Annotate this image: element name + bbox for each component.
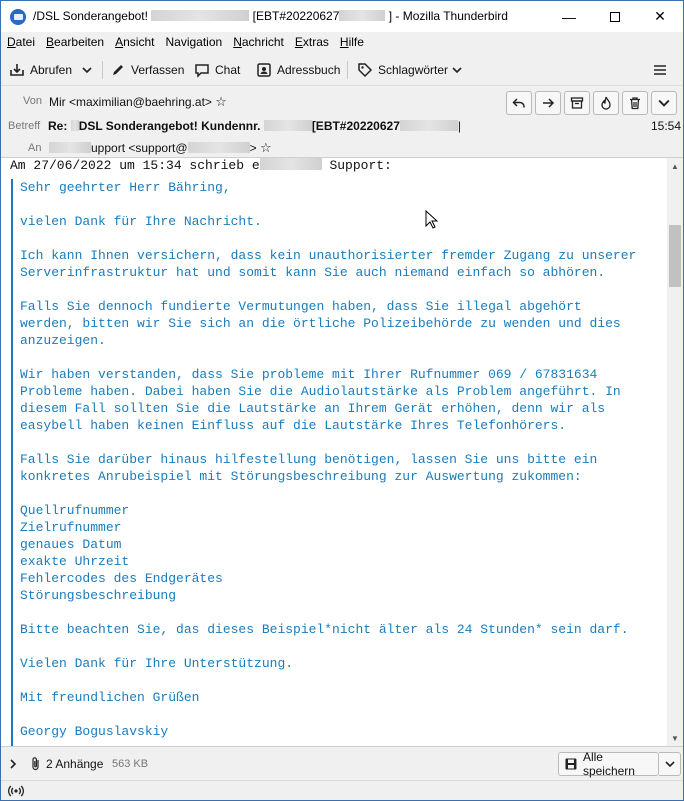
online-status-icon[interactable]: [8, 784, 24, 798]
quoted-line: [20, 196, 661, 213]
menu-bar: [1, 32, 683, 52]
from-address: Mir <maximilian@baehring.at>: [49, 95, 212, 109]
address-book-button[interactable]: [256, 58, 340, 82]
quoted-line: Serverinfrastruktur hat und somit kann Sie auch niemand einfach so abhören.: [20, 265, 606, 280]
quoted-line: [20, 706, 661, 723]
redacted-block: [71, 120, 79, 131]
attachment-bar: [1, 746, 683, 780]
quoted-line: Georgy Boguslavskiy: [20, 724, 169, 739]
chat-label: Chat: [215, 63, 241, 77]
maximize-button[interactable]: [592, 1, 638, 32]
write-button[interactable]: [110, 58, 184, 82]
redacted-block: [151, 10, 249, 21]
quoted-line: Fehlercodes des Endgerätes: [20, 571, 223, 586]
attachment-size: 563 KB: [112, 758, 149, 770]
quoted-line: Probleme haben. Dabei haben Sie die Audiolautstärke als Problem angeführt. In: [20, 384, 621, 399]
status-bar: [1, 780, 683, 800]
quoted-line: Falls Sie darüber hinaus hilfestellung benötigen, lassen Sie uns bitte ein: [20, 452, 598, 467]
quoted-message: [11, 179, 661, 746]
quoted-line: konkretes Anrubeispiel mit Störungsbeschreibung zur Auswertung zukommen:: [20, 469, 582, 484]
star-icon[interactable]: ☆: [259, 140, 272, 155]
quoted-line: [20, 604, 661, 621]
junk-button[interactable]: [593, 91, 619, 115]
subject-prefix: Re:: [48, 119, 68, 133]
quoted-line: easybell haben keinen Einfluss auf die Lautstärke Ihres Telefonhörers.: [20, 418, 567, 433]
quoted-line: Vielen Dank für Ihre Unterstützung.: [20, 656, 294, 671]
archive-icon: [570, 96, 584, 110]
thunderbird-icon: [10, 9, 26, 25]
from-value[interactable]: [49, 94, 227, 110]
save-icon: [564, 757, 578, 771]
close-icon: ✕: [654, 8, 666, 24]
quoted-line: Wir haben verstanden, dass Sie probleme mit Ihrer Rufnummer 069 / 67831634: [20, 367, 598, 382]
subject-label: Betreff: [8, 120, 41, 132]
quoted-line: Quellrufnummer: [20, 503, 130, 518]
menu-hilfe[interactable]: Hilfe: [339, 35, 364, 49]
menu-bearbeiten[interactable]: Bearbeiten: [46, 35, 105, 49]
scrollbar-thumb[interactable]: [669, 225, 681, 287]
reply-button[interactable]: [506, 91, 532, 115]
chevron-down-icon: [665, 759, 675, 769]
window-title: [33, 9, 508, 23]
menu-extras[interactable]: Extras: [294, 35, 329, 49]
redacted-block: [264, 120, 312, 131]
hamburger-icon: [653, 63, 667, 77]
close-button[interactable]: [637, 1, 683, 32]
forward-icon: [541, 96, 555, 110]
quoted-line: [20, 434, 661, 451]
to-label: An: [28, 142, 42, 154]
message-header: [1, 87, 683, 158]
get-mail-label: Abrufen: [30, 63, 73, 77]
menu-datei[interactable]: Datei: [7, 35, 36, 49]
save-all-label: Alle speichern: [582, 750, 635, 778]
quoted-line: Bitte beachten Sie, das dieses Beispiel*nicht älter als 24 Stunden* sein darf.: [20, 622, 629, 637]
quoted-line: vielen Dank für Ihre Nachricht.: [20, 214, 262, 229]
from-label: Von: [23, 95, 42, 107]
title-suffix: ] - Mozilla Thunderbird: [388, 9, 508, 23]
to-value[interactable]: [49, 140, 272, 156]
address-book-label: Adressbuch: [277, 63, 341, 77]
quoted-line: anzuzeigen.: [20, 333, 106, 348]
archive-button[interactable]: [564, 91, 590, 115]
app-menu-button[interactable]: [653, 58, 672, 82]
quoted-line: [20, 485, 661, 502]
minimize-button[interactable]: [546, 1, 592, 32]
main-toolbar: [1, 54, 683, 86]
pencil-icon: [110, 62, 126, 78]
get-mail-dropdown[interactable]: [81, 58, 97, 82]
expand-attachments-icon[interactable]: [9, 759, 17, 769]
quoted-line: werden, bitten wir Sie sich an die örtliche Polizeibehörde zu wenden und dies: [20, 316, 621, 331]
chevron-down-icon: [452, 65, 462, 75]
scroll-up-icon[interactable]: ▲: [671, 161, 679, 171]
quoted-line: [20, 638, 661, 655]
quoted-line: [20, 230, 661, 247]
vertical-scrollbar[interactable]: [667, 158, 683, 746]
address-book-icon: [256, 62, 272, 78]
redacted-block: [339, 10, 385, 21]
to-end: >: [249, 141, 257, 155]
chat-button[interactable]: [194, 58, 240, 82]
quoted-line: Ich kann Ihnen versichern, dass kein unauthorisierter fremder Zugang zu unserer: [20, 248, 637, 263]
message-body[interactable]: [1, 158, 667, 746]
tags-label: Schlagwörter: [378, 63, 449, 77]
attachment-count[interactable]: 2 Anhänge: [46, 757, 104, 771]
forward-button[interactable]: [535, 91, 561, 115]
get-mail-button[interactable]: [9, 58, 72, 82]
more-actions-button[interactable]: [651, 91, 677, 115]
write-label: Verfassen: [131, 63, 185, 77]
chat-icon: [194, 62, 210, 78]
quoted-line: Zielrufnummer: [20, 520, 122, 535]
to-address: upport <support@: [91, 141, 188, 155]
quoted-line: Mit freundlichen Grüßen: [20, 690, 200, 705]
quoted-line: [20, 672, 661, 689]
chevron-down-icon: [82, 65, 92, 75]
menu-nachricht[interactable]: Nachricht: [233, 35, 284, 49]
paperclip-icon: [30, 756, 42, 772]
minimize-icon: —: [562, 8, 576, 25]
tags-button[interactable]: [357, 58, 467, 82]
message-time: 15:54: [651, 119, 682, 133]
delete-button[interactable]: [622, 91, 648, 115]
menu-navigation[interactable]: Navigation: [165, 35, 223, 49]
reply-attribution: Am 27/06/2022 um 15:34 schrieb e Support:: [10, 158, 392, 173]
subject-value: Re: DSL Sonderangebot! Kundennr. [EBT#20220627 |: [48, 119, 461, 133]
menu-ansicht[interactable]: Ansicht: [115, 35, 155, 49]
quoted-line: genaues Datum: [20, 537, 122, 552]
tag-icon: [357, 62, 373, 78]
mouse-cursor-icon: [425, 210, 439, 230]
save-all-dropdown[interactable]: [659, 752, 681, 776]
maximize-icon: [610, 12, 620, 22]
quoted-line: diesem Fall sollten Sie die Lautstärke an Ihrem Gerät erhöhen, denn wir als: [20, 401, 606, 416]
flame-icon: [599, 96, 613, 110]
scroll-down-icon[interactable]: ▼: [671, 733, 679, 743]
redacted-block: [400, 120, 458, 131]
quoted-line: exakte Uhrzeit: [20, 554, 130, 569]
redacted-block: [260, 158, 322, 170]
quoted-line: Störungsbeschreibung: [20, 588, 177, 603]
save-all-button[interactable]: [558, 752, 659, 776]
subject-mid: DSL Sonderangebot! Kundennr.: [78, 119, 261, 133]
download-icon: [9, 62, 25, 78]
reply-icon: [512, 96, 526, 110]
title-prefix: /DSL Sonderangebot!: [33, 9, 148, 23]
star-icon[interactable]: ☆: [215, 94, 227, 109]
redacted-block: [49, 142, 91, 153]
title-mid: [EBT#20220627: [252, 9, 340, 23]
quoted-line: Falls Sie dennoch fundierte Vermutungen haben, dass Sie illegal abgehört: [20, 299, 582, 314]
chevron-down-icon: [658, 97, 670, 109]
title-bar: [1, 1, 683, 32]
subject-tag: [EBT#20220627: [311, 119, 400, 133]
quoted-line: Sehr geehrter Herr Bähring,: [20, 180, 231, 195]
redacted-block: [188, 142, 250, 153]
quoted-line: [20, 349, 661, 366]
quoted-line: [20, 281, 661, 298]
trash-icon: [628, 96, 642, 110]
